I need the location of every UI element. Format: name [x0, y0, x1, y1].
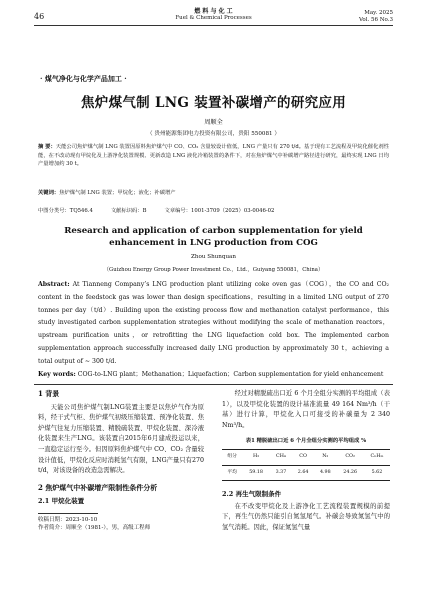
abstract-cn	[38, 143, 389, 169]
affiliation-cn: （ 贵州能源集团电力投资有限公司，贵阳 550081 ）	[147, 131, 280, 137]
journal-name-cn: 燃 料 与 化 工	[194, 8, 233, 15]
table-cell: 5.62	[364, 465, 390, 481]
keywords-en-text: COG-to-LNG plant；Methanation；Liquefaction；Carbon supplementation for yield enhancement	[77, 371, 384, 378]
header-rule	[34, 25, 393, 26]
abstract-cn-label: 摘 要：	[38, 144, 56, 150]
heading-background: 1 背景	[38, 389, 60, 398]
table-header: CO₂	[336, 449, 364, 465]
keywords-cn	[38, 189, 389, 197]
author-en: Zhou Shunquan	[191, 254, 236, 260]
abstract-rule	[34, 384, 393, 385]
article-number: 文章编号：1001-3709（2025）03-0046-02	[164, 208, 275, 214]
heading-limits: 2 焦炉煤气中补碳增产限制性条件分析	[38, 482, 158, 492]
affiliation-en: （Guizhou Energy Group Power Investment Co.，Ltd.，Guiyang 550081，China）	[103, 267, 324, 273]
issue-volume: Vol. 56 No.3	[358, 17, 393, 23]
table-cell: 2.64	[292, 465, 314, 481]
paragraph-flow: 经过对精脱硫出口近 6 个月全组分实测的平均组成（表1），以及甲烷化装置的设计基准流量 49 164 Nm³/h（干基）进行计算，甲烷化入口可接受的补碳量为 2 340 Nm³/h。	[222, 390, 390, 429]
table-header: CO	[292, 449, 314, 465]
clc-number: 中图分类号：TQ546.4	[38, 208, 93, 214]
abstract-cn-text: 天能公司焦炉煤气制 LNG 装置因原料焦炉煤气中 CO、CO₂ 含量较设计值低，LNG 产量只有 270 t/d。基于现有工艺流程及甲烷化催化剂性能，在不改动现有甲烷化及上游净化装置规模、更新改造 LNG 液化冷箱装置的条件下，对在焦炉煤气中补碳增产路径进行研究，最终实现 LNG 日均产量增加约 30 t。	[38, 144, 389, 168]
abstract-en-text: At Tianneng Company’s LNG production plant utilizing coke oven gas（COG），the CO and CO₂ content in the feedstock gas was lower than design specifications，resulting in a limited LNG output of 270 tonnes per day（t/d）. Building upon the existing process flow and methanation catalyst performance，this study investigated carbon supplementation strategies without modifying the scale of methanation reactors，upstream purification units，or retrofitting the LNG liquefaction cold box. The implemented carbon supplementation approach successfully increased daily LNG production by approximately 30 t，achieving a total output of ~ 300 t/d.	[38, 281, 389, 365]
composition-table	[222, 449, 390, 481]
journal-name-en: Fuel & Chemical Processes	[175, 15, 252, 21]
right-column	[222, 389, 390, 534]
heading-methanation: 2.1 甲烷化装置	[38, 497, 85, 506]
title-cn: 焦炉煤气制 LNG 装置补碳增产的研究应用	[80, 95, 347, 111]
table-header: H₂	[242, 449, 270, 465]
section-tag: · 煤气净化与化学产品加工 ·	[40, 74, 127, 83]
table-header: N₂	[314, 449, 336, 465]
heading-regen-gas: 2.2 再生气限制条件	[222, 490, 282, 499]
abstract-en-label: Abstract:	[38, 281, 70, 288]
table-cell: 24.26	[336, 465, 364, 481]
footnote-rule	[38, 513, 98, 514]
table-header: CH₄	[270, 449, 292, 465]
table-cell: 3.37	[270, 465, 292, 481]
issue-info	[359, 10, 393, 24]
paragraph-regen-gas: 在不改变甲烷化及上游净化工艺流程装置规模的前提下，再生气仍然只能引自氮氢尾气。补碳会导致氮氢气中的氢气消耗。因此，保证氮氢气量	[222, 502, 390, 531]
table-cell: 平均	[222, 465, 242, 481]
title-en: Research and application of carbon supplementation for yield enhancement in LNG production from COG	[64, 226, 363, 248]
issue-date: May. 2025	[364, 10, 393, 16]
left-column	[38, 389, 204, 532]
footnote-received: 收稿日期：2023-10-10	[38, 516, 98, 523]
table-row	[222, 465, 390, 481]
table-header: 组分	[222, 449, 242, 465]
table-cell: 59.18	[242, 465, 270, 481]
table-header: CₙHₘ	[364, 449, 390, 465]
keywords-cn-text: 焦炉煤气制 LNG 装置；甲烷化；液化；补碳增产	[59, 190, 176, 196]
keywords-cn-label: 关键词：	[38, 190, 60, 196]
table-caption: 表1 精脱硫出口近 6 个月全组分实测的平均组成 %	[245, 438, 367, 445]
page-number: 46	[34, 12, 45, 21]
document-code: 文献标识码：B	[110, 208, 147, 214]
keywords-en	[38, 369, 389, 378]
classification-row	[38, 206, 389, 214]
keywords-en-label: Key words:	[38, 371, 76, 378]
author-cn: 周顺全	[204, 119, 223, 126]
table-header-row	[222, 449, 390, 465]
paragraph-background: 天能公司焦炉煤气制LNG装置主要是以焦炉气作为原料，经干式气柜、焦炉煤气初级压缩装置、预净化装置、焦炉煤气往复力压缩装置、精脱硫装置、甲烷化装置、深冷液化装置来生产LNG。该装置自2015年6月建成投运以来，一直稳定运行至今。但因原料焦炉煤气中 CO、CO₂ 含量较设计值低，甲烷化反应时消耗氢气有限，LNG产量只有270 t/d，对该设备的改造急需解决。	[38, 403, 204, 475]
abstract-en	[38, 279, 389, 369]
table-cell: 4.98	[314, 465, 336, 481]
footnote-author: 作者简介：周顺全（1981-），男，高级工程师	[38, 524, 151, 531]
